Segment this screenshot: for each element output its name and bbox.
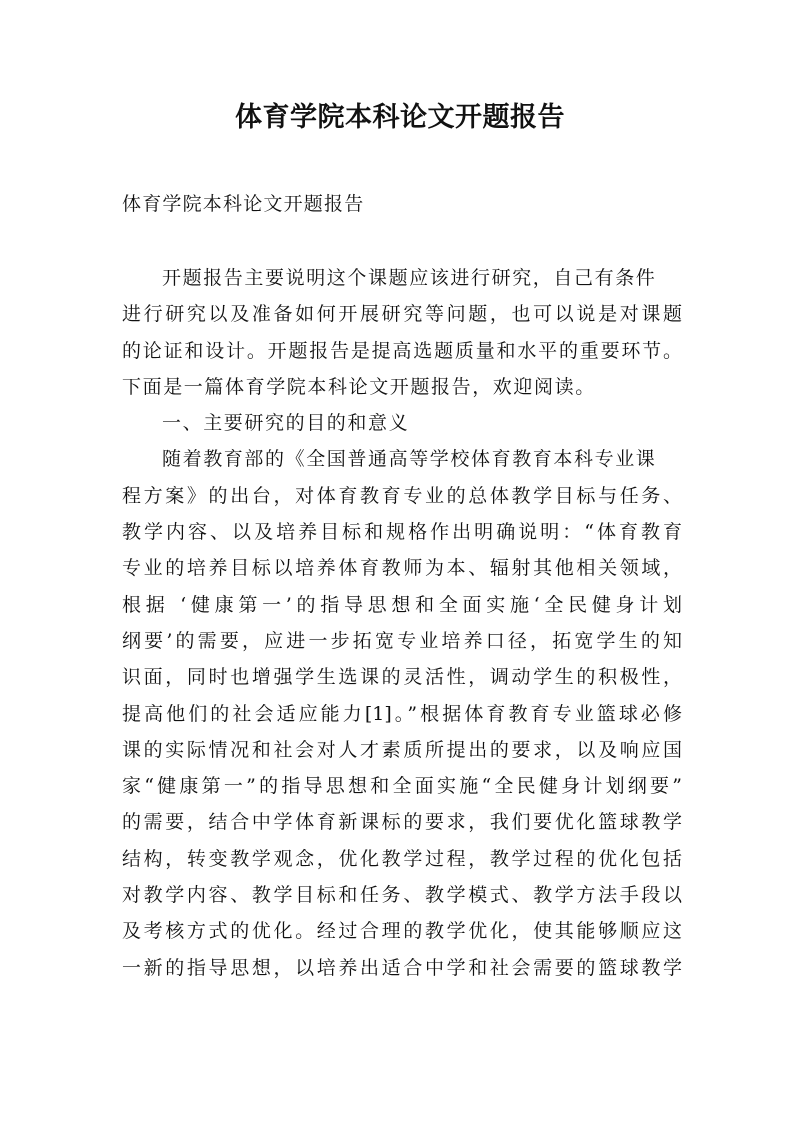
paragraph-line: 纲要’的需要，应进一步拓宽专业培养口径，拓宽学生的知	[122, 629, 682, 652]
section-heading: 一、主要研究的目的和意义	[162, 412, 410, 435]
paragraph-line: 及考核方式的优化。经过合理的教学优化，使其能够顺应这	[122, 920, 682, 943]
document-subtitle: 体育学院本科论文开题报告	[122, 193, 365, 215]
paragraph-line: 的论证和设计。开题报告是提高选题质量和水平的重要环节。	[122, 339, 682, 362]
paragraph-line: 下面是一篇体育学院本科论文开题报告，欢迎阅读。	[122, 375, 596, 398]
paragraph-line: 课的实际情况和社会对人才素质所提出的要求，以及响应国	[122, 738, 682, 761]
paragraph-line: 提高他们的社会适应能力[1]。”根据体育教育专业篮球必修	[122, 702, 682, 725]
paragraph-line: 随着教育部的《全国普通高等学校体育教育本科专业课	[162, 448, 657, 471]
paragraph-line: 一新的指导思想，以培养出适合中学和社会需要的篮球教学	[122, 956, 682, 979]
document-body	[122, 260, 682, 986]
paragraph-line: 开题报告主要说明这个课题应该进行研究，自己有条件	[162, 267, 657, 289]
paragraph-line: 对教学内容、教学目标和任务、教学模式、教学方法手段以	[122, 884, 682, 907]
paragraph-line: 识面，同时也增强学生选课的灵活性，调动学生的积极性，	[122, 666, 682, 689]
paragraph-line: 教学内容、以及培养目标和规格作出明确说明：“体育教育	[122, 521, 682, 544]
document-title: 体育学院本科论文开题报告	[235, 102, 565, 133]
paragraph-line: 根据 ‘健康第一’的指导思想和全面实施‘全民健身计划	[122, 593, 682, 616]
paragraph-line: 家“健康第一”的指导思想和全面实施“全民健身计划纲要”	[122, 775, 682, 798]
paragraph-line: 的需要，结合中学体育新课标的要求，我们要优化篮球教学	[122, 811, 682, 834]
paragraph-line: 进行研究以及准备如何开展研究等问题，也可以说是对课题	[122, 303, 682, 326]
paragraph-line: 专业的培养目标以培养体育教师为本、辐射其他相关领域，	[122, 557, 682, 580]
paragraph-line: 结构，转变教学观念，优化教学过程，教学过程的优化包括	[122, 847, 682, 870]
paragraph-line: 程方案》的出台，对体育教育专业的总体教学目标与任务、	[122, 484, 682, 507]
